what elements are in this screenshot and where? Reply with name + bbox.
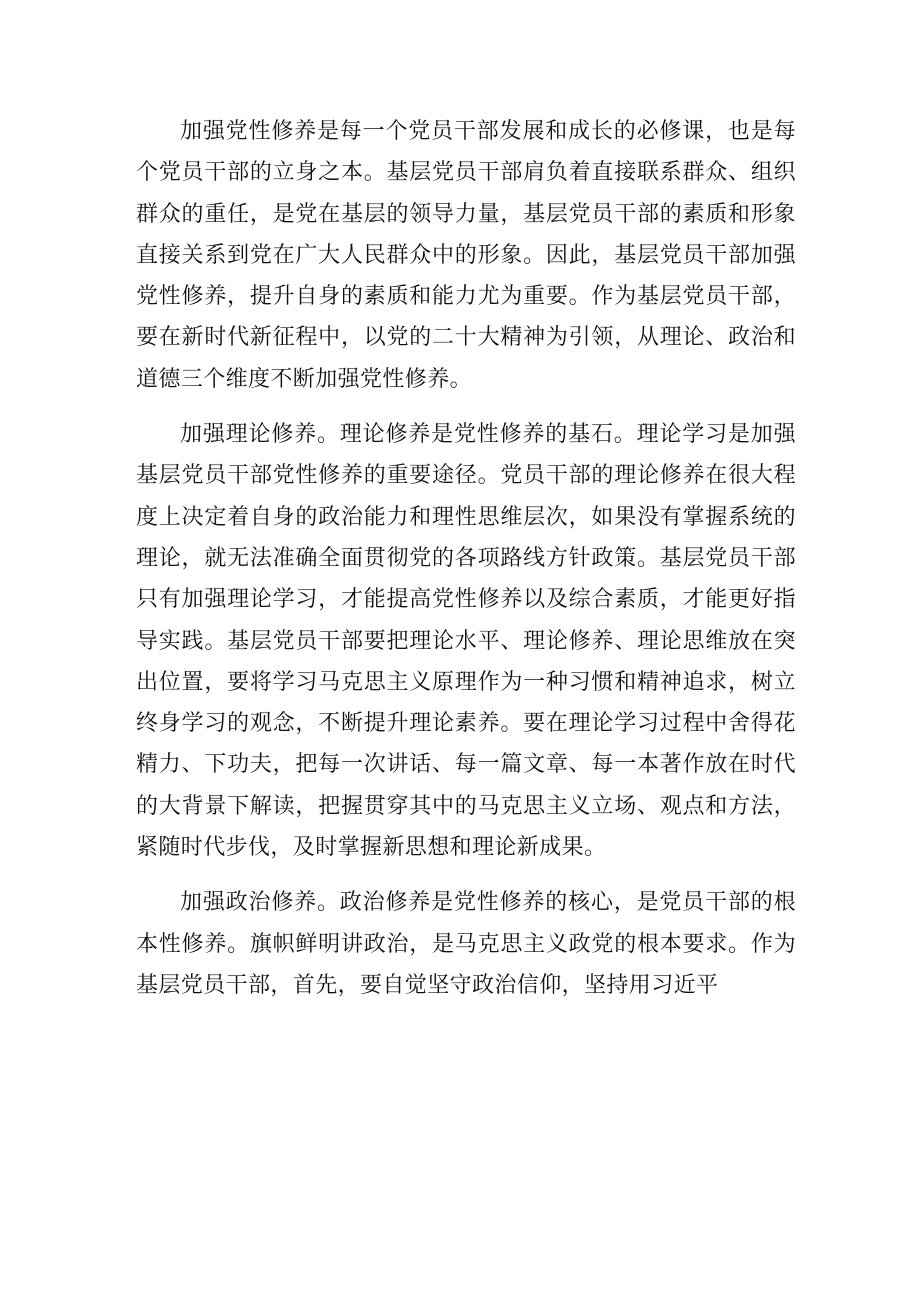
paragraph-political-cultivation: 加强政治修养。政治修养是党性修养的核心，是党员干部的根本性修养。旗帜鲜明讲政治，是马克思主义政党的根本要求。作为基层党员干部，首先，要自觉坚守政治信仰，坚持用习近平 — [136, 890, 796, 998]
document-body — [136, 111, 796, 1020]
paragraph-intro: 加强党性修养是每一个党员干部发展和成长的必修课，也是每个党员干部的立身之本。基层党员干部肩负着直接联系群众、组织群众的重任，是党在基层的领导力量，基层党员干部的素质和形象直接关系到党在广大人民群众中的形象。因此，基层党员干部加强党性修养，提升自身的素质和能力尤为重要。作为基层党员干部，要在新时代新征程中，以党的二十大精神为引领，从理论、政治和道德三个维度不断加强党性修养。 — [136, 119, 796, 392]
paragraph-theory-cultivation: 加强理论修养。理论修养是党性修养的基石。理论学习是加强基层党员干部党性修养的重要途径。党员干部的理论修养在很大程度上决定着自身的政治能力和理性思维层次，如果没有掌握系统的理论，就无法准确全面贯彻党的各项路线方针政策。基层党员干部只有加强理论学习，才能提高党性修养以及综合素质，才能更好指导实践。基层党员干部要把理论水平、理论修养、理论思维放在突出位置，要将学习马克思主义原理作为一种习惯和精神追求，树立终身学习的观念，不断提升理论素养。要在理论学习过程中舍得花精力、下功夫，把每一次讲话、每一篇文章、每一本著作放在时代的大背景下解读，把握贯穿其中的马克思主义立场、观点和方法，紧随时代步伐，及时掌握新思想和理论新成果。 — [136, 422, 796, 861]
